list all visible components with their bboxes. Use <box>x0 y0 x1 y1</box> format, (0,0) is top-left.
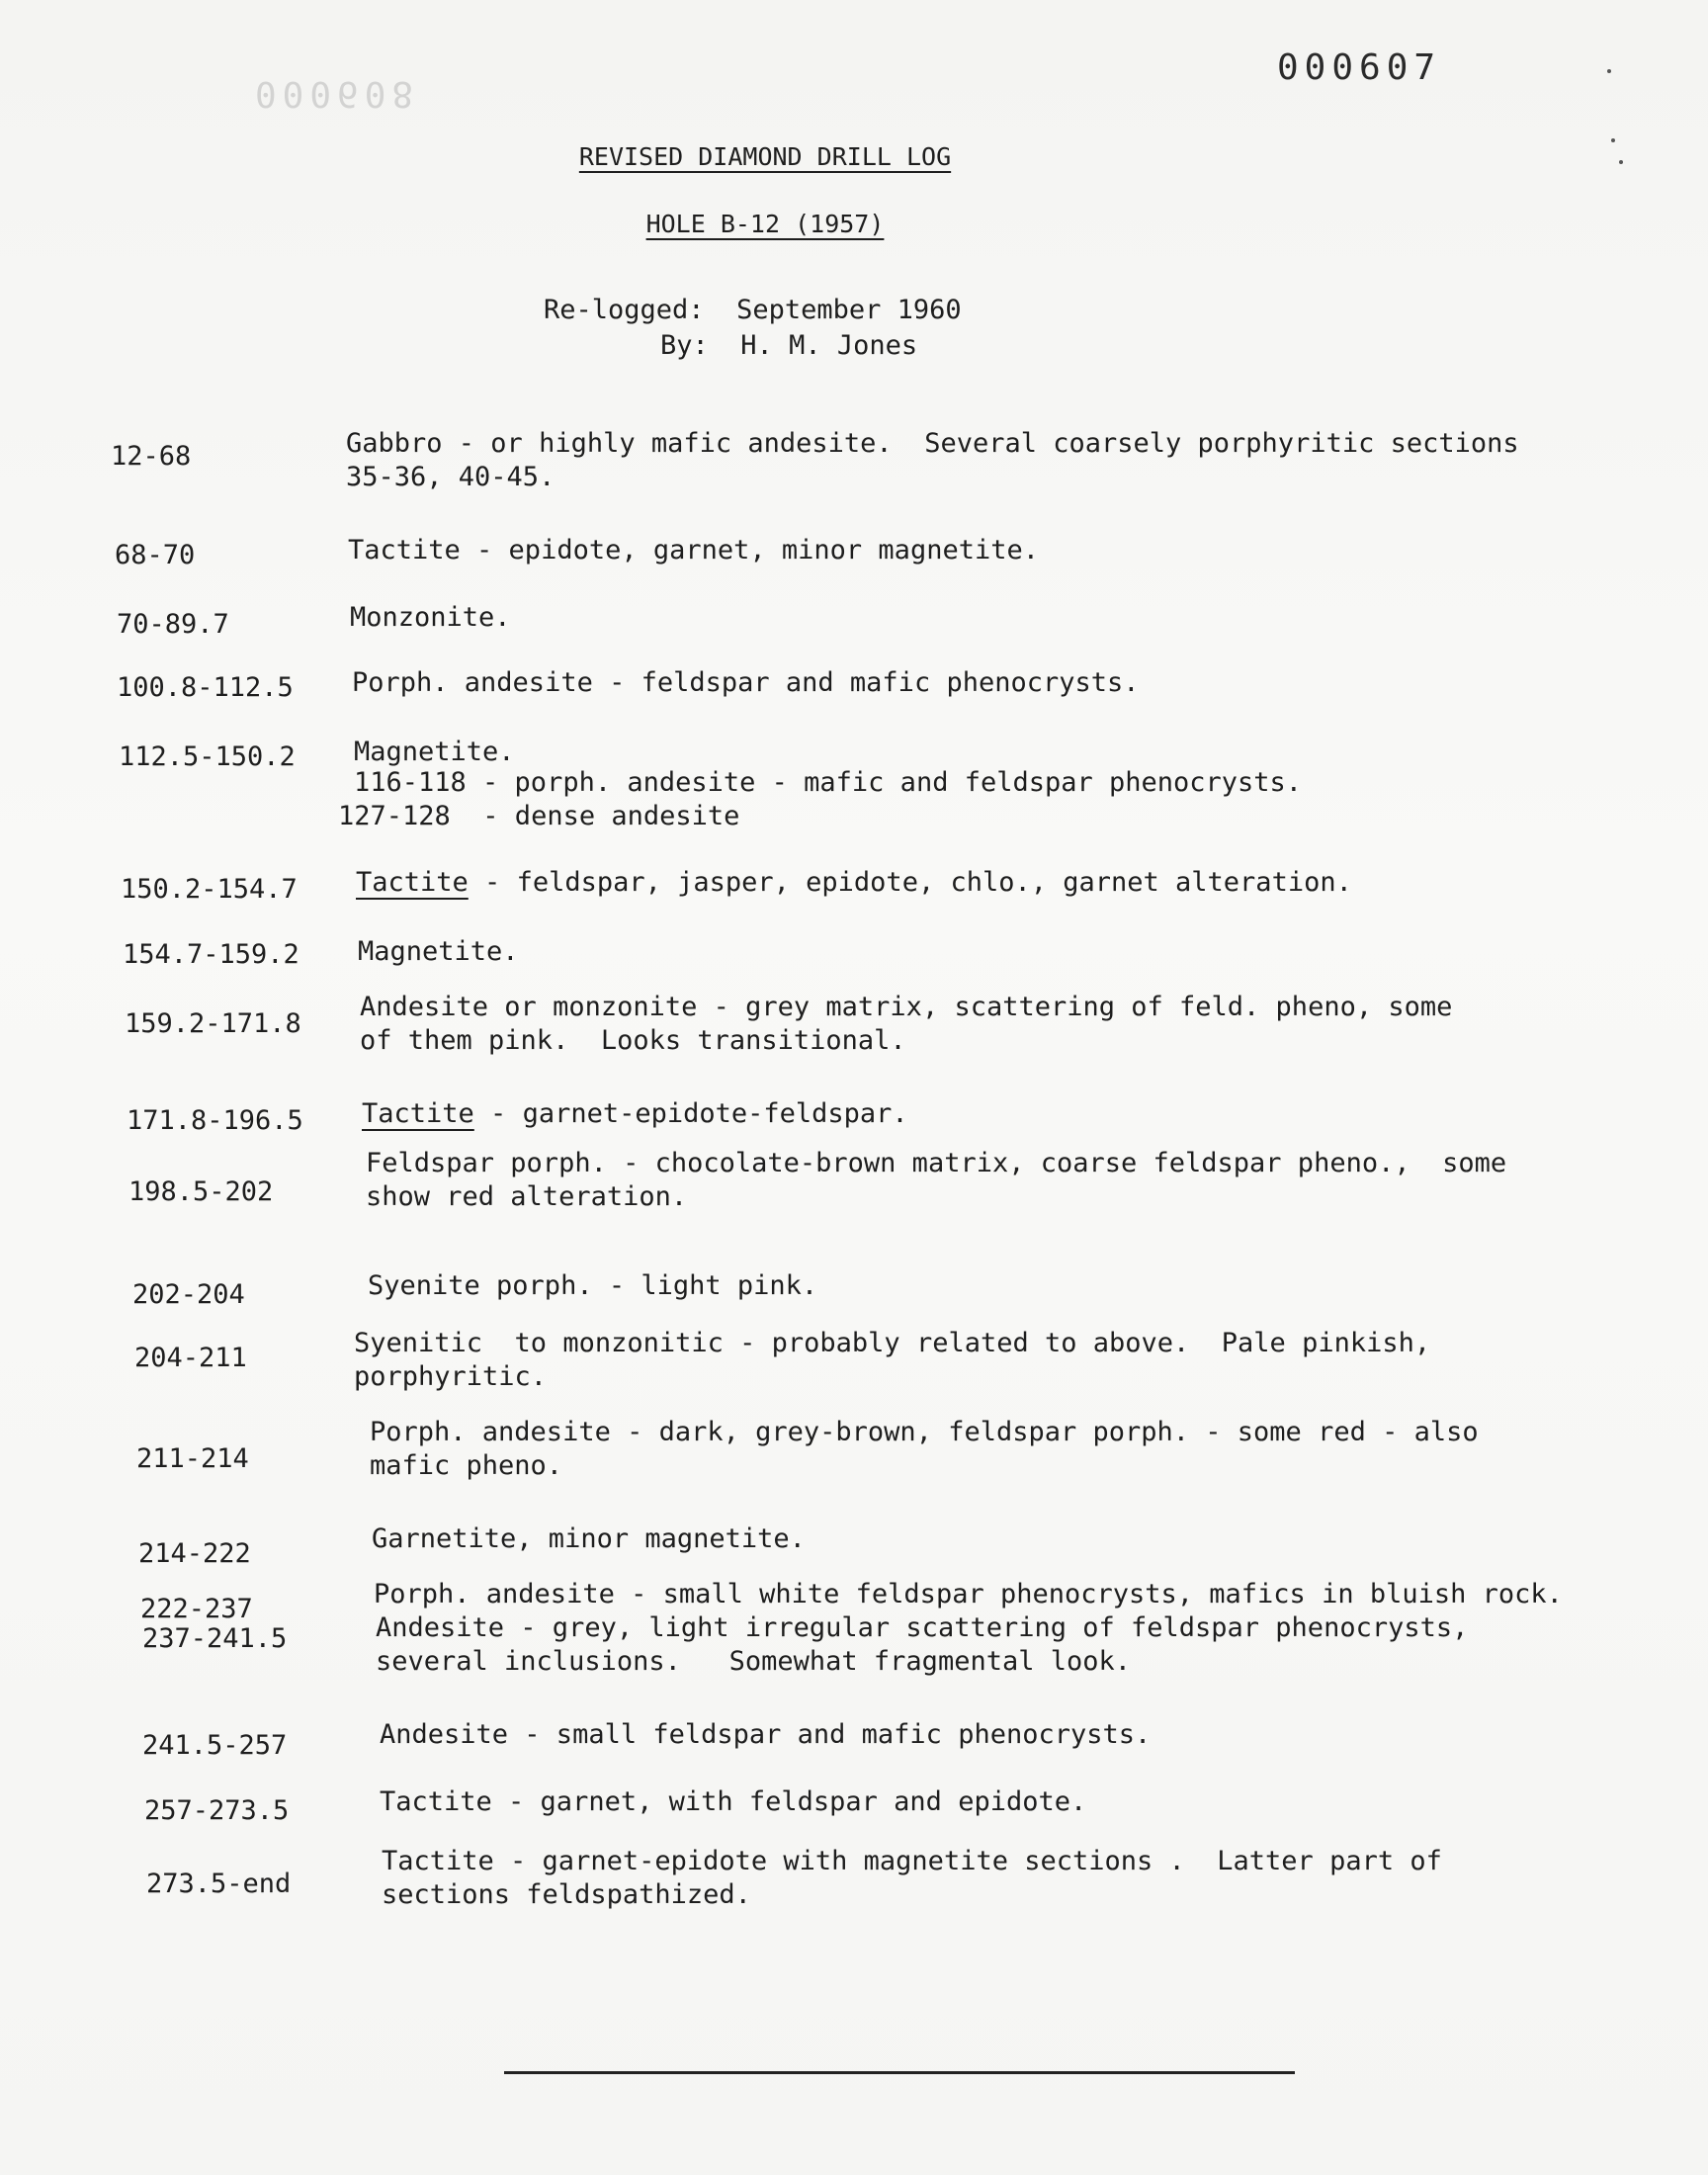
end-rule <box>504 2071 1295 2074</box>
description-line: Andesite - small feldspar and mafic phenocrysts. <box>380 1719 1152 1750</box>
description-line: Andesite or monzonite - grey matrix, scattering of feld. pheno, some <box>360 992 1453 1022</box>
relog-block <box>544 293 962 364</box>
sub-interval-line: 127-128 - dense andesite <box>338 801 740 831</box>
by-row <box>544 328 962 364</box>
description-line: of them pink. Looks transitional. <box>360 1025 906 1056</box>
entry-depth: 204-211 <box>134 1343 247 1373</box>
entry-description <box>380 1785 1086 1819</box>
description-line: porphyritic. <box>354 1361 548 1392</box>
description-line: Syenitic to monzonitic - probably related to above. Pale pinkish, <box>354 1328 1431 1358</box>
description-line: Andesite - grey, light irregular scattering of feldspar phenocrysts, <box>376 1612 1469 1643</box>
entry-description <box>376 1611 1468 1679</box>
description-line: show red alteration. <box>366 1181 688 1212</box>
entry-depth: 211-214 <box>136 1443 249 1474</box>
entry-depth: 241.5-257 <box>142 1730 288 1761</box>
entry-description <box>372 1522 806 1556</box>
description-line: Feldspar porph. - chocolate-brown matrix, coarse feldspar pheno., some <box>366 1148 1507 1178</box>
entry-description <box>346 427 1519 494</box>
description-line: Porph. andesite - feldspar and mafic phenocrysts. <box>352 667 1140 698</box>
entry-description <box>382 1845 1442 1912</box>
entry-description <box>352 666 1140 700</box>
entry-description <box>380 1718 1151 1752</box>
entry-description <box>362 1097 908 1131</box>
description-line: Tactite - epidote, garnet, minor magnetite. <box>348 535 1039 566</box>
entry-description <box>354 736 515 769</box>
entry-depth: 112.5-150.2 <box>119 741 296 772</box>
by-label: By: <box>660 330 709 361</box>
entry-depth: 159.2-171.8 <box>125 1008 301 1039</box>
description-line: Porph. andesite - small white feldspar phenocrysts, mafics in bluish rock. <box>374 1579 1563 1610</box>
description-line: several inclusions. Somewhat fragmental look. <box>376 1646 1132 1677</box>
document-number: 000607 <box>1277 47 1442 88</box>
description-line: sections feldspathized. <box>382 1879 751 1910</box>
entry-depth: 257-273.5 <box>144 1795 290 1826</box>
entry-depth: 100.8-112.5 <box>117 672 294 703</box>
bleed-through-number: 000608 <box>255 73 420 114</box>
relogged-label: Re-logged: <box>544 295 705 325</box>
description-line: Tactite - garnet-epidote with magnetite sections . Latter part of <box>382 1846 1442 1876</box>
entry-description <box>368 1269 817 1303</box>
description-line: 35-36, 40-45. <box>346 462 555 492</box>
entry-description <box>374 1578 1563 1611</box>
description-line: - feldspar, jasper, epidote, chlo., garnet alteration. <box>468 867 1352 898</box>
page-title: REVISED DIAMOND DRILL LOG <box>578 142 952 171</box>
description-line: Syenite porph. - light pink. <box>368 1270 818 1301</box>
entry-depth: 237-241.5 <box>142 1623 288 1654</box>
entry-description <box>350 601 511 635</box>
entry-depth: 222-237 <box>140 1594 253 1624</box>
description-line: Garnetite, minor magnetite. <box>372 1523 806 1554</box>
entry-description <box>360 991 1452 1058</box>
entry-depth: 70-89.7 <box>117 609 229 640</box>
speck-mark <box>1619 160 1623 164</box>
entry-depth: 12-68 <box>111 441 192 472</box>
hole-title: HOLE B-12 (1957) <box>645 210 885 238</box>
entry-depth: 68-70 <box>115 540 196 570</box>
sub-interval-line: 116-118 - porph. andesite - mafic and feldspar phenocrysts. <box>354 767 1303 798</box>
entry-depth: 154.7-159.2 <box>123 939 299 970</box>
entry-description <box>366 1147 1506 1214</box>
entry-depth: 171.8-196.5 <box>127 1105 303 1136</box>
description-line: Magnetite. <box>358 936 519 967</box>
relogged-value: September 1960 <box>736 295 962 325</box>
description-line: - garnet-epidote-feldspar. <box>473 1098 908 1129</box>
relogged-row <box>544 293 962 328</box>
description-line: Magnetite. <box>354 737 515 767</box>
rock-type-lead: Tactite <box>362 1098 474 1129</box>
entry-description <box>354 1327 1430 1394</box>
speck-mark <box>1607 69 1611 73</box>
entry-description <box>370 1416 1479 1483</box>
description-line: Gabbro - or highly mafic andesite. Several coarsely porphyritic sections <box>346 428 1519 459</box>
description-line: Tactite - garnet, with feldspar and epidote. <box>380 1786 1087 1817</box>
entry-depth: 202-204 <box>132 1279 245 1310</box>
entry-description <box>358 935 519 969</box>
speck-mark <box>1611 138 1615 142</box>
rock-type-lead: Tactite <box>356 867 469 898</box>
entry-depth: 273.5-end <box>146 1869 292 1899</box>
description-line: Monzonite. <box>350 602 511 633</box>
entry-description <box>348 534 1039 567</box>
description-line: mafic pheno. <box>370 1450 563 1481</box>
entry-depth: 214-222 <box>138 1538 251 1569</box>
entry-depth: 150.2-154.7 <box>121 874 298 905</box>
entry-depth: 198.5-202 <box>128 1176 274 1207</box>
entry-description <box>356 866 1352 900</box>
by-value: H. M. Jones <box>740 330 918 361</box>
description-line: Porph. andesite - dark, grey-brown, feldspar porph. - some red - also <box>370 1417 1479 1447</box>
